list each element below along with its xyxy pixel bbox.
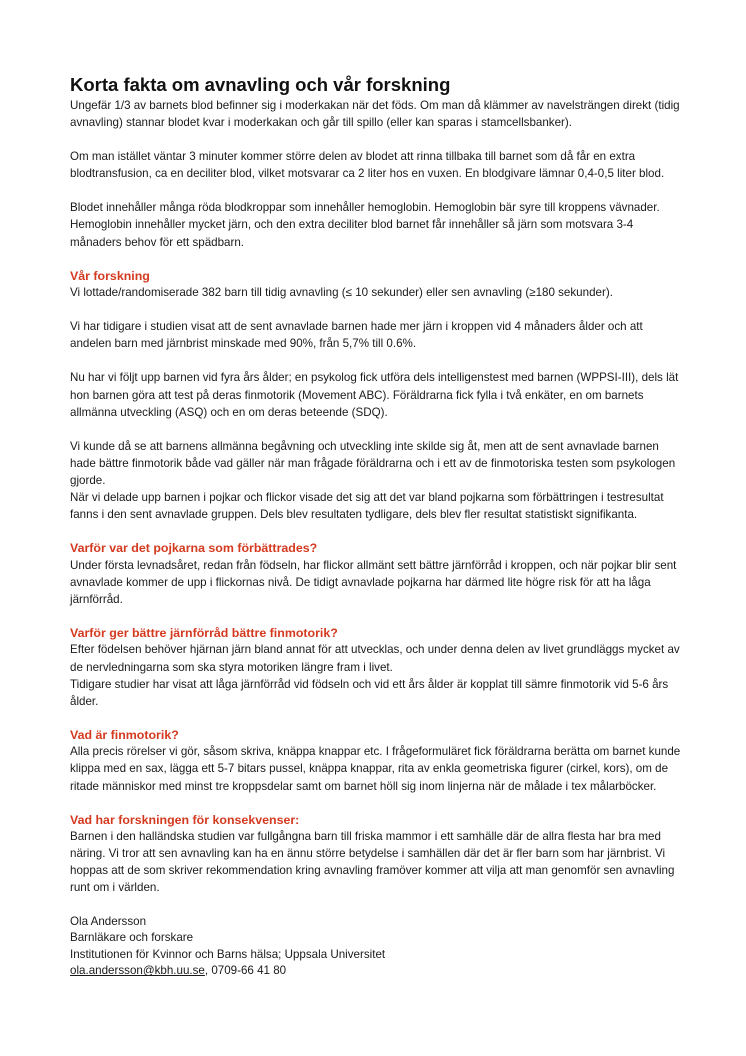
signature-name: Ola Andersson xyxy=(70,914,147,928)
research-paragraph-4: Vi kunde då se att barnens allmänna begåvning och utveckling inte skilde sig åt, men att de sent avnavlade barnen hade bättre finmotorik både vad gäller när man frågade föräldrarna och i ett av de finmotoriska testen som psykologen gjorde. xyxy=(70,439,676,487)
consequences-heading: Vad har forskningen för konsekvenser: xyxy=(70,812,300,827)
consequences-paragraph-1: Barnen i den halländska studien var fullgångna barn till friska mammor i ett samhälle där de allra flesta har bra med näring. Vi tror att sen avnavling kan ha en ännu större betydelse i samhällen där det är fler barn som har järnbrist. Vi hoppas att de som skriver rekommendation kring avnavling framöver kommer att vilja att man genomför sen avnavling runt om i världen. xyxy=(70,830,675,895)
finemotor-paragraph-1: Alla precis rörelser vi gör, såsom skriva, knäppa knappar etc. I frågeformuläret fick föräldrarna berätta om barnet kunde klippa med en sax, lägga ett 5-7 bitars pussel, knäppa knappar, rita av enkla geometriska figurer (cirkel, kors), om de ritade människor med minst tre kroppsdelar samt om barnet höll sig inom linjerna när de målade i tex målarböcker. xyxy=(70,745,681,793)
signature-phone: , 0709-66 41 80 xyxy=(204,964,287,978)
email-link[interactable]: ola.andersson@kbh.uu.se xyxy=(70,964,205,978)
research-p5-emphasis: pojkarna xyxy=(459,491,505,504)
intro-paragraph-3: Blodet innehåller många röda blodkroppar som innehåller hemoglobin. Hemoglobin bär syre till kroppens vävnader. Hemoglobin innehåller mycket järn, och den extra deciliter blod barnet får innehåller så järn som motsvara 3-4 månaders behov för ett spädbarn. xyxy=(70,201,660,249)
document-page xyxy=(70,74,682,980)
signature-contact xyxy=(70,963,682,980)
research-heading: Vår forskning xyxy=(70,268,150,283)
iron-paragraph-1: Efter födelsen behöver hjärnan järn bland annat för att utvecklas, och under denna delen av livet grundläggs mycket av de nervledningarna som ska styra motoriken längre fram i livet. xyxy=(70,643,680,674)
iron-heading: Varför ger bättre järnförråd bättre finmotorik? xyxy=(70,625,338,640)
document-title: Korta fakta om avnavling och vår forskning xyxy=(70,74,451,95)
research-p5-after: som förbättringen i testresultat fanns i den sent avnavlade gruppen. Dels blev resultaten tydligare, dels blev fler resultat statistiskt signifikanta. xyxy=(70,491,664,522)
research-paragraph-3: Nu har vi följt upp barnen vid fyra års ålder; en psykolog fick utföra dels intelligenstest med barnen (WPPSI-III), dels lät hon barnen göra att test på deras finmotorik (Movement ABC). Föräldrarna fick fylla i två enkäter, en om barnets allmänna utveckling (ASQ) och en om deras beteende (SDQ). xyxy=(70,371,679,419)
signature-institution: Institutionen för Kvinnor och Barns hälsa; Uppsala Universitet xyxy=(70,947,386,961)
intro-paragraph-2: Om man istället väntar 3 minuter kommer större delen av blodet att rinna tillbaka till barnet som då får en extra blodtransfusion, ca en deciliter blod, vilket motsvarar ca 2 liter hos en vuxen. En blodgivare lämnar 0,4-0,5 liter blod. xyxy=(70,150,665,181)
research-paragraph-5 xyxy=(70,489,682,523)
signature-block xyxy=(70,914,682,980)
signature-role: Barnläkare och forskare xyxy=(70,931,194,945)
finemotor-heading: Vad är finmotorik? xyxy=(70,727,179,742)
intro-paragraph-1: Ungefär 1/3 av barnets blod befinner sig i moderkakan när det föds. Om man då klämmer av navelsträngen direkt (tidig avnavling) stannar blodet kvar i moderkakan och går till spillo (eller kan sparas i stamcellsbanker). xyxy=(70,99,680,130)
iron-paragraph-2: Tidigare studier har visat att låga järnförråd vid födseln och vid ett års ålder är kopplat till sämre finmotorik vid 5-6 års ålder. xyxy=(70,677,669,708)
boys-paragraph-1: Under första levnadsåret, redan från födseln, har flickor allmänt sett bättre järnförråd i kroppen, och när pojkar blir sent avnavlade kommer de upp i flickornas nivå. De tidigt avnavlade pojkarna har därmed lite högre risk för att ha låga järnförråd. xyxy=(70,558,677,606)
research-paragraph-2: Vi har tidigare i studien visat att de sent avnavlade barnen hade mer järn i kroppen vid 4 månaders ålder och att andelen barn med järnbrist minskade med 90%, från 5,7% till 0.6%. xyxy=(70,320,643,351)
research-paragraph-1: Vi lottade/randomiserade 382 barn till tidig avnavling (≤ 10 sekunder) eller sen avnavling (≥180 sekunder). xyxy=(70,286,613,300)
research-p5-before: När vi delade upp barnen i pojkar och flickor visade det sig att det var bland xyxy=(70,491,460,504)
boys-heading: Varför var det pojkarna som förbättrades? xyxy=(70,541,318,556)
